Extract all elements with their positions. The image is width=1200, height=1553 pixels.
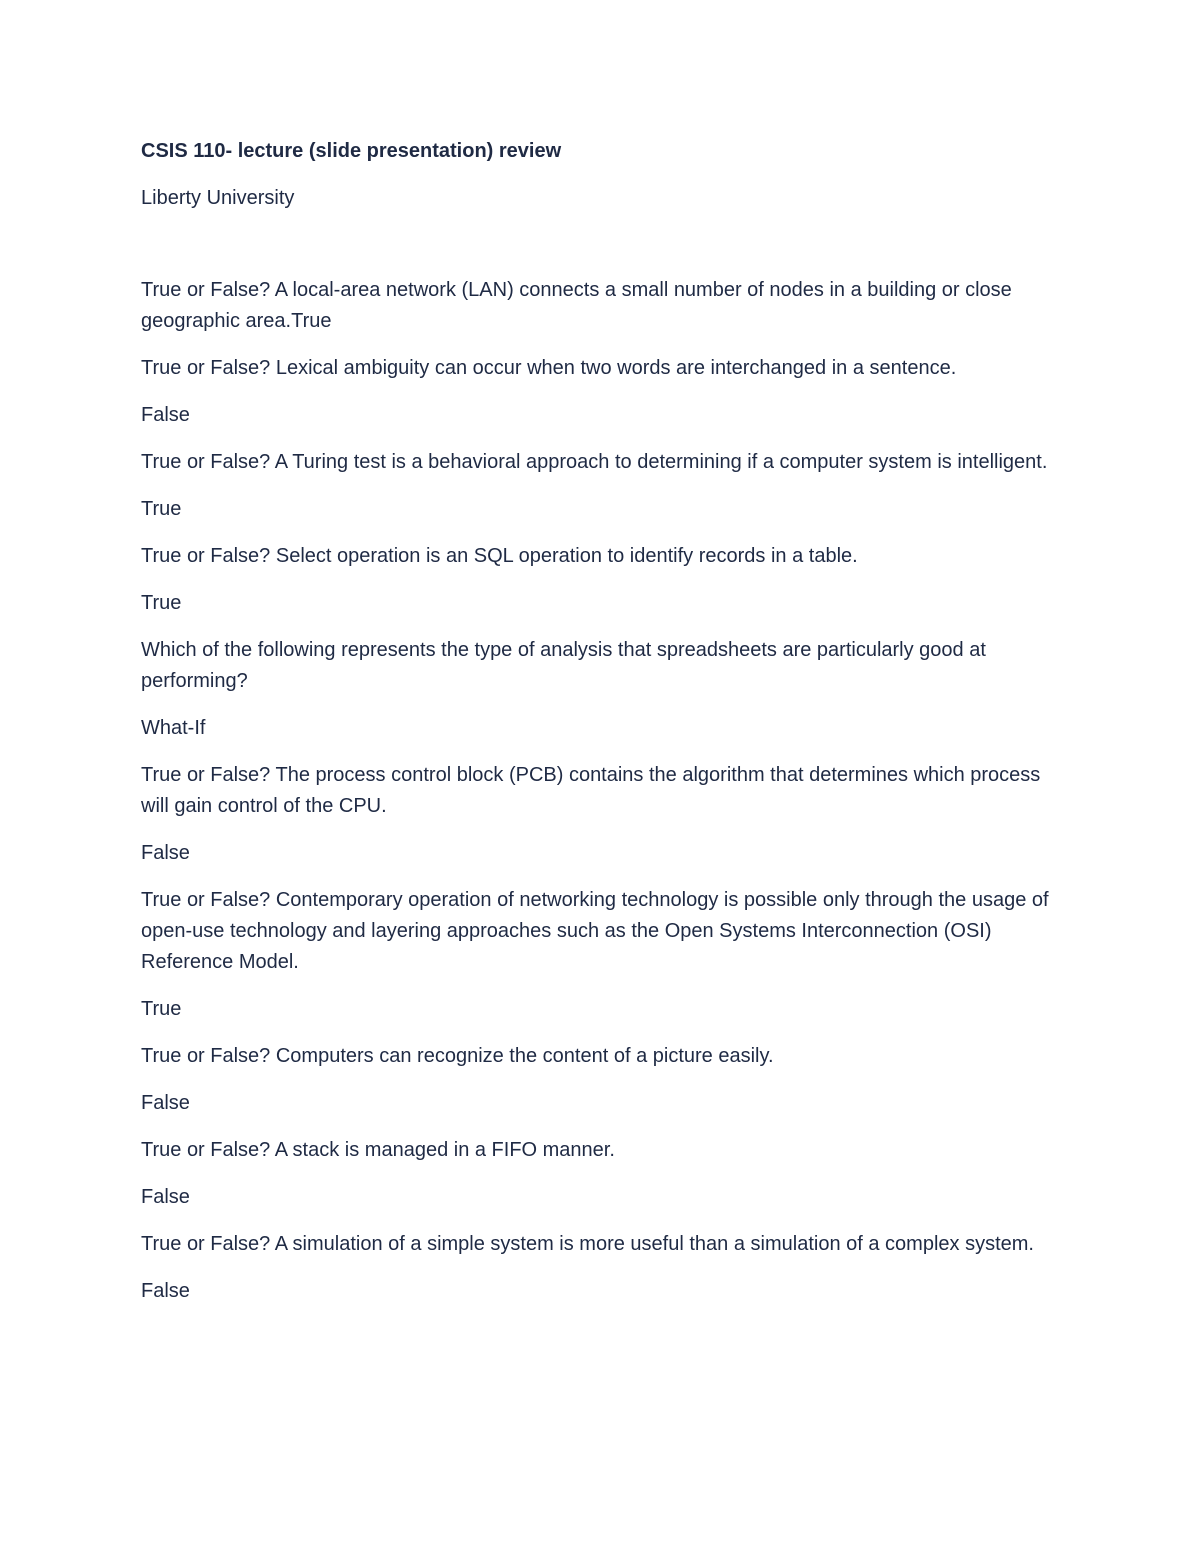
- answer-7: True: [141, 998, 182, 1020]
- document-title: CSIS 110- lecture (slide presentation) review: [141, 140, 562, 162]
- question-4: True or False? Select operation is an SQL operation to identify records in a table.: [141, 545, 858, 567]
- question-7: True or False? Contemporary operation of networking technology is possible only through the usage of open-use technology and layering approaches such as the Open Systems Interconnection (OSI) Reference Model.: [141, 889, 1049, 973]
- question-9: True or False? A stack is managed in a FIFO manner.: [141, 1139, 615, 1161]
- answer-9: False: [141, 1186, 190, 1208]
- answer-5: What-If: [141, 717, 206, 739]
- document-institution: Liberty University: [141, 187, 295, 209]
- question-1: True or False? A local-area network (LAN) connects a small number of nodes in a building or close geographic area.True: [141, 279, 1012, 332]
- question-10: True or False? A simulation of a simple system is more useful than a simulation of a complex system.: [141, 1233, 1034, 1255]
- question-8: True or False? Computers can recognize the content of a picture easily.: [141, 1045, 774, 1067]
- question-2: True or False? Lexical ambiguity can occur when two words are interchanged in a sentence.: [141, 357, 957, 379]
- answer-4: True: [141, 592, 182, 614]
- question-5: Which of the following represents the type of analysis that spreadsheets are particularly good at performing?: [141, 639, 986, 692]
- question-3: True or False? A Turing test is a behavioral approach to determining if a computer system is intelligent.: [141, 451, 1048, 473]
- answer-3: True: [141, 498, 182, 520]
- answer-2: False: [141, 404, 190, 426]
- answer-10: False: [141, 1280, 190, 1302]
- question-6: True or False? The process control block (PCB) contains the algorithm that determines which process will gain control of the CPU.: [141, 764, 1041, 817]
- answer-6: False: [141, 842, 190, 864]
- answer-8: False: [141, 1092, 190, 1114]
